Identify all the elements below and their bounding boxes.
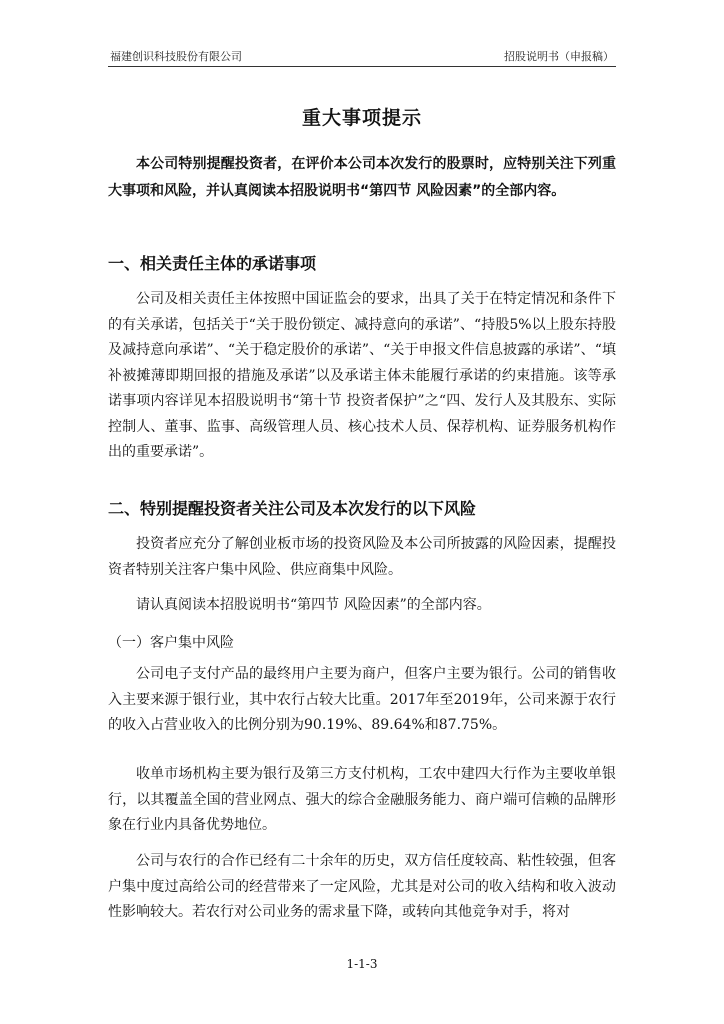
section2-paragraph-2: 请认真阅读本招股说明书“第四节 风险因素”的全部内容。: [136, 597, 491, 613]
section1-heading: 一、相关责任主体的承诺事项: [108, 254, 317, 273]
section1-paragraph: 公司及相关责任主体按照中国证监会的要求，出具了关于在特定情况和条件下的有关承诺，包括关于“关于股份锁定、减持意向的承诺”、“持股5%以上股东持股及减持意向承诺”、“关于稳定股价的承诺”、“关于申报文件信息披露的承诺”、“填补被摊薄即期回报的措施及承诺”以及承诺主体未能履行承诺的约束措施。该等承诺事项内容详见本招股说明书“第十节 投资者保护”之“四、发行人及其股东、实际控制人、董事、监事、高级管理人员、核心技术人员、保荐机构、证券服务机构作出的重要承诺”。: [108, 291, 616, 460]
subsection-heading-customer-risk: （一）客户集中风险: [108, 635, 234, 651]
section2-paragraph-1: 投资者应充分了解创业板市场的投资风险及本公司所披露的风险因素，提醒投资者特别关注客户集中风险、供应商集中风险。: [108, 536, 616, 578]
intro-paragraph: 本公司特别提醒投资者，在评价本公司本次发行的股票时，应特别关注下列重大事项和风险，并认真阅读本招股说明书“第四节 风险因素”的全部内容。: [108, 156, 616, 199]
page-number: 1-1-3: [346, 957, 378, 971]
header-doc-title: 招股说明书（申报稿）: [504, 50, 614, 63]
page-title: 重大事项提示: [301, 107, 422, 129]
header-rule: [108, 66, 616, 67]
customer-risk-paragraph-2: 收单市场机构主要为银行及第三方支付机构，工农中建四大行作为主要收单银行，以其覆盖全国的营业网点、强大的综合金融服务能力、商户端可信赖的品牌形象在行业内具备优势地位。: [108, 766, 616, 833]
customer-risk-paragraph-1: 公司电子支付产品的最终用户主要为商户，但客户主要为银行。公司的销售收入主要来源于银行业，其中农行占较大比重。2017年至2019年，公司来源于农行的收入占营业收入的比例分别为90.19%、89.64%和87.75%。: [108, 666, 616, 733]
header-company: 福建创识科技股份有限公司: [110, 50, 242, 63]
page-header: [108, 50, 616, 66]
section2-heading: 二、特别提醒投资者关注公司及本次发行的以下风险: [108, 499, 477, 518]
customer-risk-paragraph-3: 公司与农行的合作已经有二十余年的历史，双方信任度较高、粘性较强，但客户集中度过高给公司的经营带来了一定风险，尤其是对公司的收入结构和收入波动性影响较大。若农行对公司业务的需求量下降，或转向其他竞争对手，将对: [108, 853, 616, 920]
